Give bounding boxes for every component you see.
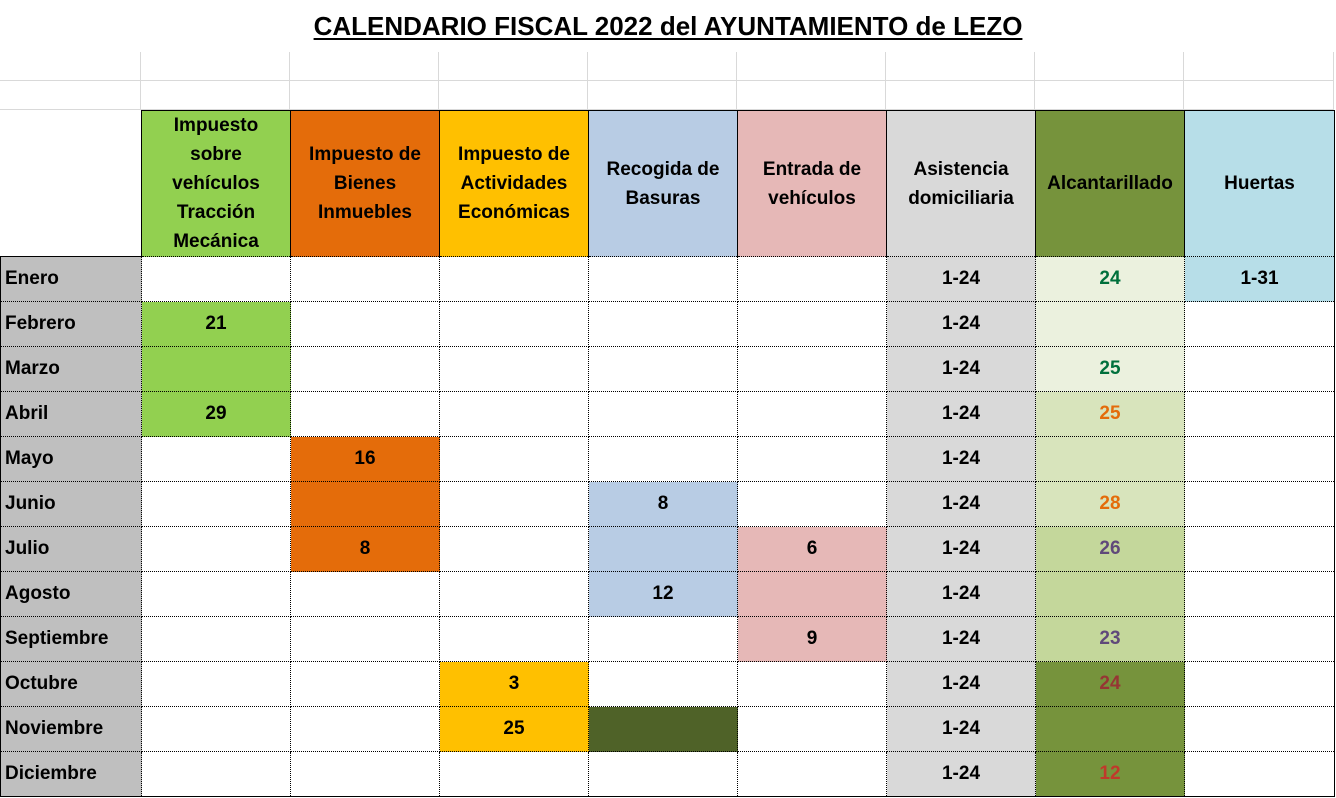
cell-basuras bbox=[589, 707, 738, 752]
table-row bbox=[1, 662, 1335, 707]
cell-basuras: 12 bbox=[589, 572, 738, 617]
month-label: Octubre bbox=[1, 662, 142, 707]
month-label: Febrero bbox=[1, 302, 142, 347]
cell-vehiculos: 21 bbox=[142, 302, 291, 347]
cell-alcantarillado bbox=[1036, 437, 1185, 482]
cell-basuras bbox=[589, 527, 738, 572]
cell-alcantarillado: 24 bbox=[1036, 257, 1185, 302]
cell-huertas: 1-31 bbox=[1185, 257, 1335, 302]
cell-basuras bbox=[589, 617, 738, 662]
cell-actividades bbox=[440, 572, 589, 617]
cell-entrada-vehiculos bbox=[738, 572, 887, 617]
cell-basuras bbox=[589, 347, 738, 392]
cell-huertas bbox=[1185, 347, 1335, 392]
cell-bienes-inmuebles bbox=[291, 482, 440, 527]
cell-entrada-vehiculos bbox=[738, 752, 887, 797]
cell-asistencia: 1-24 bbox=[887, 527, 1036, 572]
header-entrada-vehiculos: Entrada de vehículos bbox=[738, 111, 887, 257]
cell-alcantarillado: 12 bbox=[1036, 752, 1185, 797]
cell-entrada-vehiculos bbox=[738, 707, 887, 752]
table-row bbox=[1, 752, 1335, 797]
cell-entrada-vehiculos bbox=[738, 257, 887, 302]
month-label: Abril bbox=[1, 392, 142, 437]
cell-basuras bbox=[589, 662, 738, 707]
cell-huertas bbox=[1185, 392, 1335, 437]
cell-huertas bbox=[1185, 572, 1335, 617]
cell-bienes-inmuebles: 8 bbox=[291, 527, 440, 572]
cell-entrada-vehiculos bbox=[738, 482, 887, 527]
cell-huertas bbox=[1185, 302, 1335, 347]
cell-vehiculos bbox=[142, 347, 291, 392]
cell-entrada-vehiculos bbox=[738, 662, 887, 707]
cell-huertas bbox=[1185, 482, 1335, 527]
cell-vehiculos bbox=[142, 752, 291, 797]
table-row bbox=[1, 437, 1335, 482]
cell-huertas bbox=[1185, 662, 1335, 707]
header-alcantarillado: Alcantarillado bbox=[1036, 111, 1185, 257]
cell-basuras: 8 bbox=[589, 482, 738, 527]
cell-bienes-inmuebles bbox=[291, 662, 440, 707]
cell-entrada-vehiculos bbox=[738, 347, 887, 392]
cell-alcantarillado: 26 bbox=[1036, 527, 1185, 572]
table-row bbox=[1, 347, 1335, 392]
cell-actividades bbox=[440, 752, 589, 797]
cell-vehiculos bbox=[142, 482, 291, 527]
cell-asistencia: 1-24 bbox=[887, 437, 1036, 482]
cell-actividades bbox=[440, 527, 589, 572]
cell-asistencia: 1-24 bbox=[887, 662, 1036, 707]
cell-vehiculos bbox=[142, 662, 291, 707]
cell-vehiculos: 29 bbox=[142, 392, 291, 437]
cell-alcantarillado bbox=[1036, 707, 1185, 752]
corner-cell bbox=[1, 111, 142, 257]
cell-actividades bbox=[440, 437, 589, 482]
table-row bbox=[1, 482, 1335, 527]
month-label: Julio bbox=[1, 527, 142, 572]
cell-basuras bbox=[589, 302, 738, 347]
cell-basuras bbox=[589, 257, 738, 302]
cell-asistencia: 1-24 bbox=[887, 482, 1036, 527]
cell-entrada-vehiculos: 6 bbox=[738, 527, 887, 572]
cell-bienes-inmuebles bbox=[291, 617, 440, 662]
month-label: Junio bbox=[1, 482, 142, 527]
cell-bienes-inmuebles bbox=[291, 302, 440, 347]
cell-entrada-vehiculos bbox=[738, 392, 887, 437]
cell-asistencia: 1-24 bbox=[887, 707, 1036, 752]
month-label: Noviembre bbox=[1, 707, 142, 752]
table-row bbox=[1, 572, 1335, 617]
cell-bienes-inmuebles bbox=[291, 707, 440, 752]
table-row bbox=[1, 617, 1335, 662]
month-label: Marzo bbox=[1, 347, 142, 392]
cell-actividades bbox=[440, 617, 589, 662]
cell-actividades bbox=[440, 392, 589, 437]
cell-asistencia: 1-24 bbox=[887, 392, 1036, 437]
table-row bbox=[1, 302, 1335, 347]
cell-alcantarillado: 25 bbox=[1036, 347, 1185, 392]
cell-huertas bbox=[1185, 437, 1335, 482]
page-title bbox=[0, 0, 1336, 52]
cell-entrada-vehiculos: 9 bbox=[738, 617, 887, 662]
cell-actividades: 3 bbox=[440, 662, 589, 707]
cell-entrada-vehiculos bbox=[738, 437, 887, 482]
cell-huertas bbox=[1185, 527, 1335, 572]
cell-vehiculos bbox=[142, 527, 291, 572]
cell-vehiculos bbox=[142, 617, 291, 662]
month-label: Septiembre bbox=[1, 617, 142, 662]
cell-alcantarillado: 24 bbox=[1036, 662, 1185, 707]
cell-basuras bbox=[589, 392, 738, 437]
cell-vehiculos bbox=[142, 572, 291, 617]
cell-basuras bbox=[589, 752, 738, 797]
cell-asistencia: 1-24 bbox=[887, 347, 1036, 392]
empty-grid-row bbox=[0, 52, 1334, 81]
cell-bienes-inmuebles: 16 bbox=[291, 437, 440, 482]
empty-grid-row bbox=[0, 81, 1334, 110]
cell-asistencia: 1-24 bbox=[887, 302, 1036, 347]
cell-bienes-inmuebles bbox=[291, 347, 440, 392]
cell-actividades: 25 bbox=[440, 707, 589, 752]
fiscal-calendar-table bbox=[0, 110, 1335, 797]
cell-huertas bbox=[1185, 617, 1335, 662]
cell-actividades bbox=[440, 482, 589, 527]
cell-alcantarillado bbox=[1036, 572, 1185, 617]
cell-alcantarillado bbox=[1036, 302, 1185, 347]
cell-bienes-inmuebles bbox=[291, 572, 440, 617]
cell-alcantarillado: 25 bbox=[1036, 392, 1185, 437]
month-label: Enero bbox=[1, 257, 142, 302]
cell-alcantarillado: 23 bbox=[1036, 617, 1185, 662]
header-basuras: Recogida de Basuras bbox=[589, 111, 738, 257]
cell-actividades bbox=[440, 257, 589, 302]
cell-basuras bbox=[589, 437, 738, 482]
cell-asistencia: 1-24 bbox=[887, 257, 1036, 302]
header-asistencia: Asistencia domiciliaria bbox=[887, 111, 1036, 257]
cell-vehiculos bbox=[142, 707, 291, 752]
table-row bbox=[1, 527, 1335, 572]
cell-huertas bbox=[1185, 752, 1335, 797]
cell-vehiculos bbox=[142, 437, 291, 482]
month-label: Agosto bbox=[1, 572, 142, 617]
cell-bienes-inmuebles bbox=[291, 392, 440, 437]
header-row bbox=[1, 111, 1335, 257]
table-row bbox=[1, 392, 1335, 437]
cell-actividades bbox=[440, 302, 589, 347]
cell-asistencia: 1-24 bbox=[887, 572, 1036, 617]
month-label: Diciembre bbox=[1, 752, 142, 797]
table-row bbox=[1, 257, 1335, 302]
month-label: Mayo bbox=[1, 437, 142, 482]
header-huertas: Huertas bbox=[1185, 111, 1335, 257]
cell-vehiculos bbox=[142, 257, 291, 302]
cell-bienes-inmuebles bbox=[291, 257, 440, 302]
title-text: CALENDARIO FISCAL 2022 del AYUNTAMIENTO de LEZO bbox=[313, 10, 1023, 41]
header-vehiculos: Impuesto sobre vehículos Tracción Mecánica bbox=[142, 111, 291, 257]
cell-entrada-vehiculos bbox=[738, 302, 887, 347]
cell-huertas bbox=[1185, 707, 1335, 752]
header-bienes-inmuebles: Impuesto de Bienes Inmuebles bbox=[291, 111, 440, 257]
table-row bbox=[1, 707, 1335, 752]
cell-bienes-inmuebles bbox=[291, 752, 440, 797]
cell-asistencia: 1-24 bbox=[887, 752, 1036, 797]
cell-actividades bbox=[440, 347, 589, 392]
header-actividades: Impuesto de Actividades Económicas bbox=[440, 111, 589, 257]
cell-alcantarillado: 28 bbox=[1036, 482, 1185, 527]
cell-asistencia: 1-24 bbox=[887, 617, 1036, 662]
